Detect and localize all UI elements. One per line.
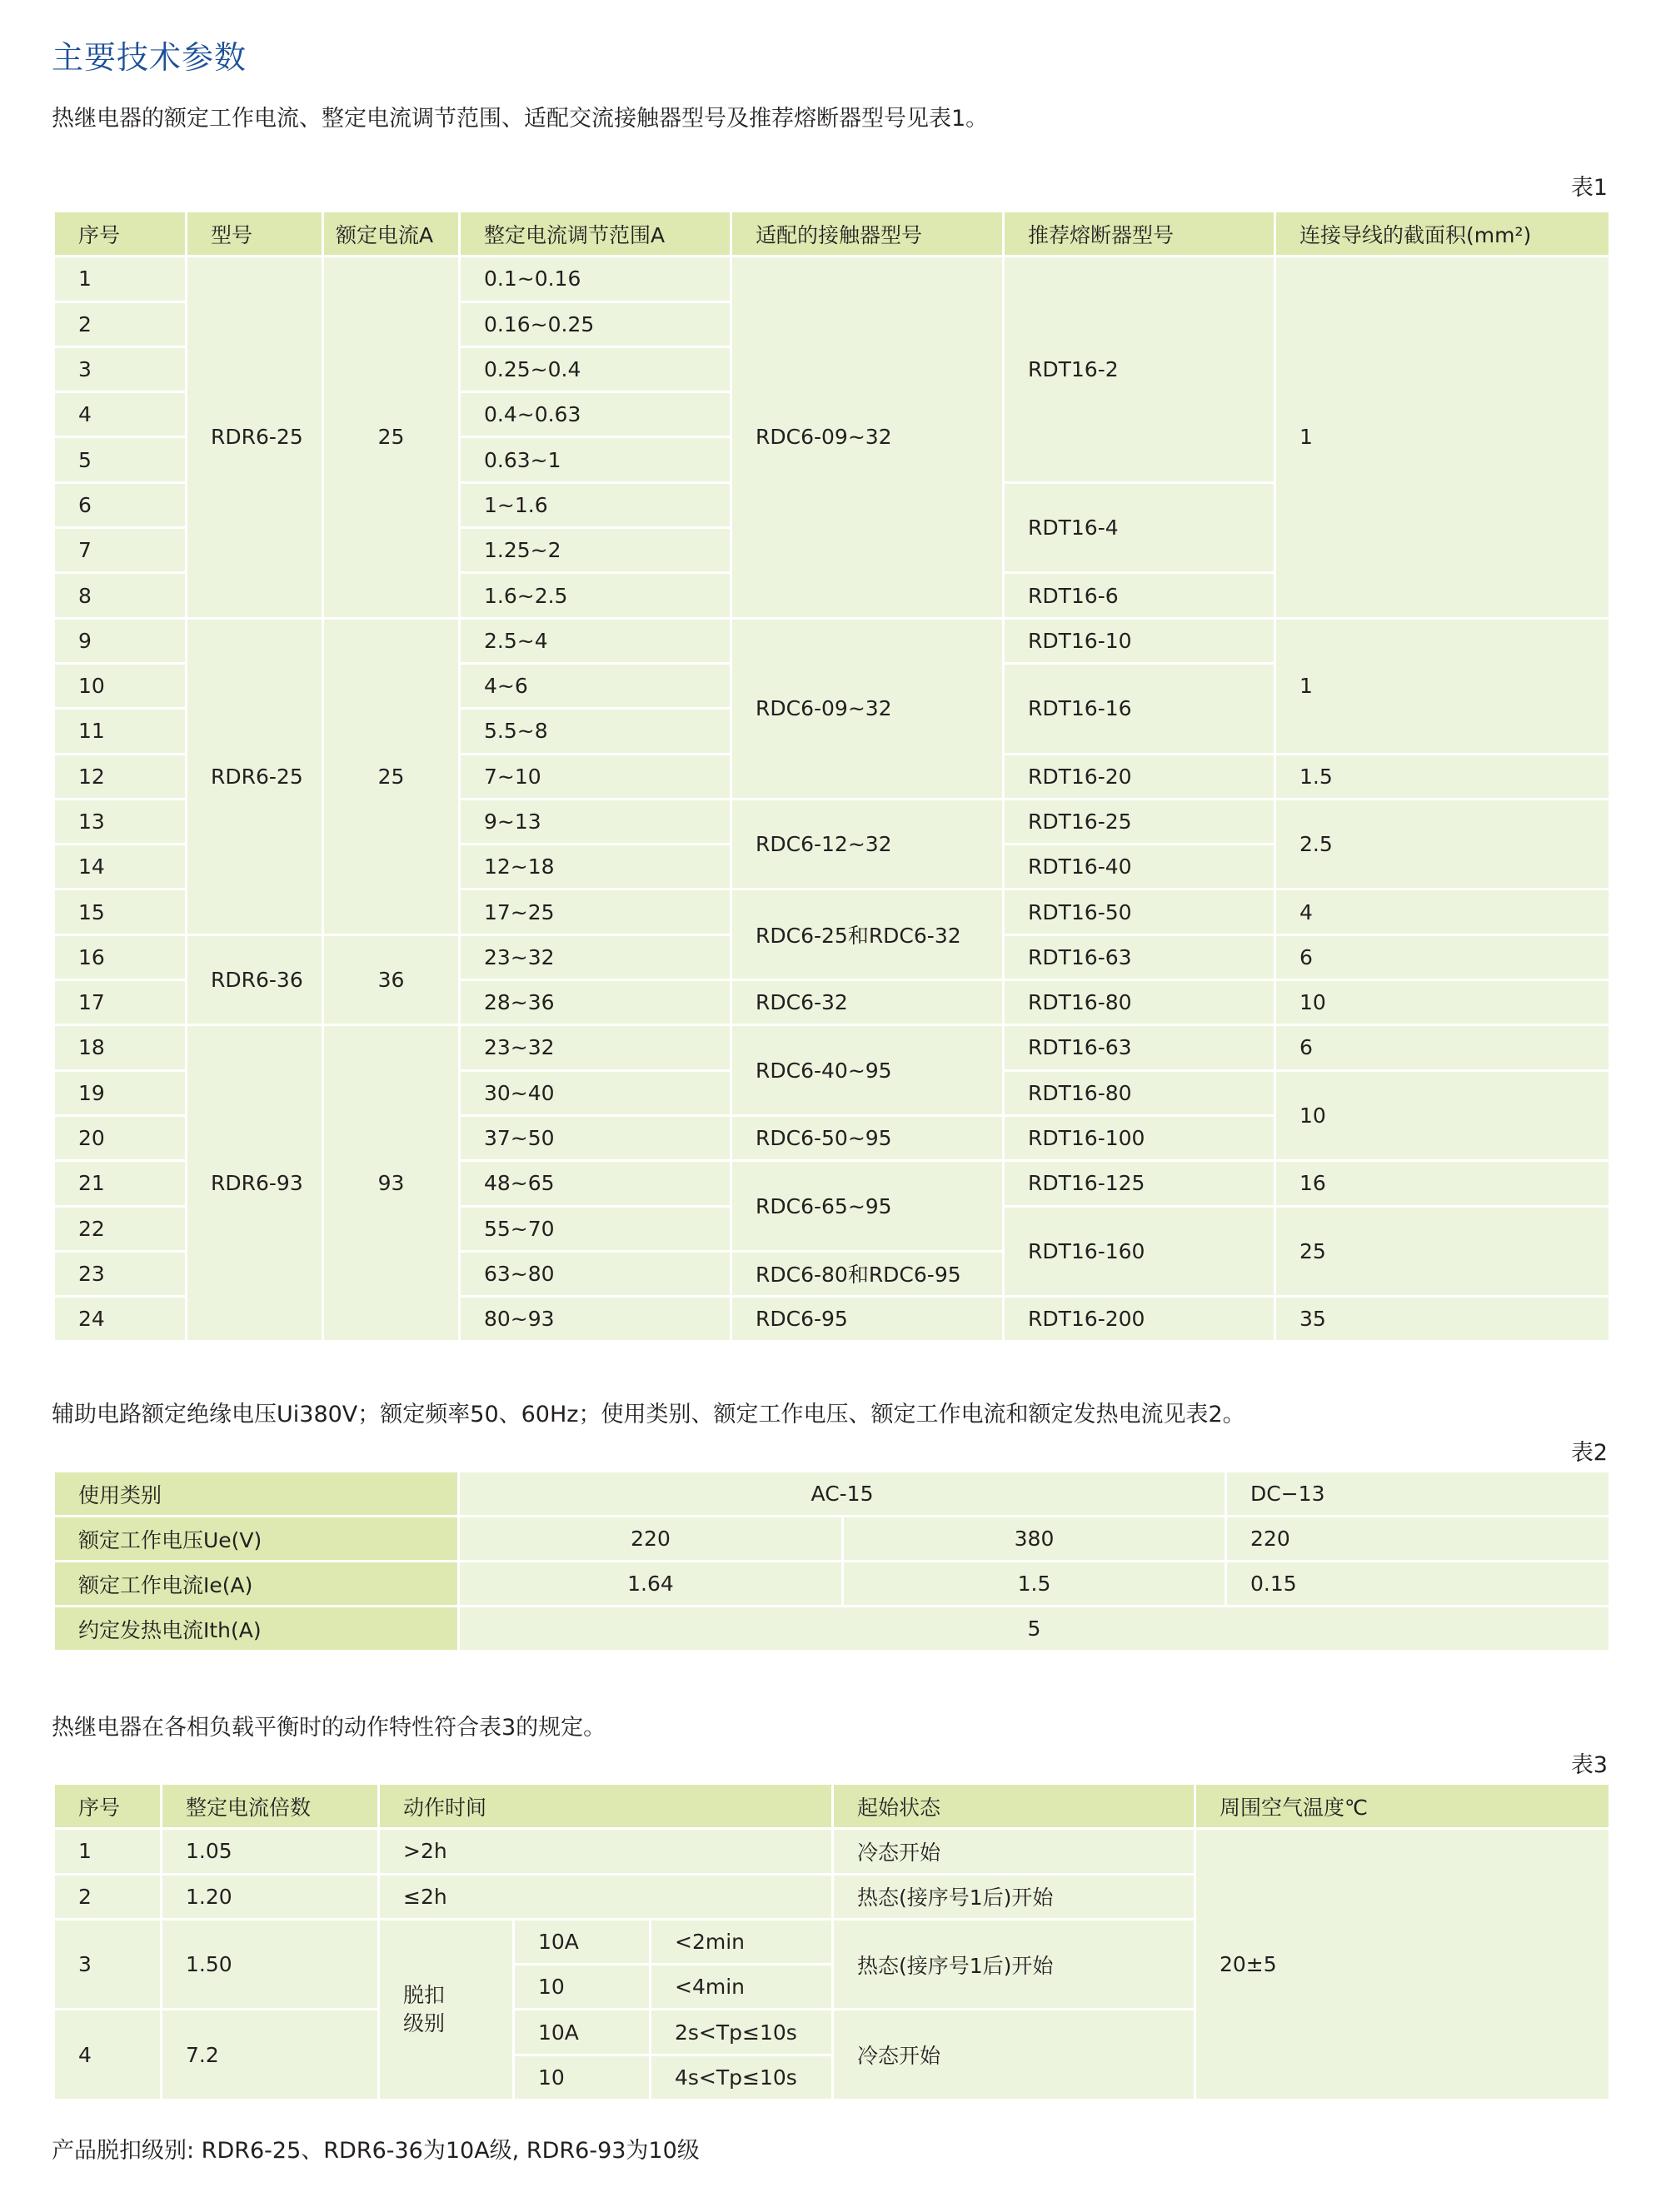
row-number: 14 — [54, 844, 187, 889]
table-row — [54, 618, 1610, 663]
value-cell: 1.5 — [843, 1562, 1226, 1607]
range-cell: 4~6 — [460, 663, 731, 708]
trip-class-cell: 10A — [514, 2010, 651, 2055]
row-label: 额定工作电流Ie(A) — [54, 1562, 459, 1607]
row-number: 5 — [54, 437, 187, 482]
row-number: 1 — [54, 257, 187, 301]
range-cell: 12~18 — [460, 844, 731, 889]
contactor-cell: RDC6-95 — [731, 1297, 1004, 1342]
row-number: 4 — [54, 2010, 162, 2100]
ac-category-cell: AC-15 — [459, 1472, 1226, 1517]
row-label: 额定工作电压Ue(V) — [54, 1517, 459, 1562]
value-cell: 220 — [1226, 1517, 1610, 1562]
header-cell: 连接导线的截面积(mm²) — [1275, 212, 1610, 257]
range-cell: 30~40 — [460, 1070, 731, 1115]
time-cell: ≤2h — [379, 1874, 833, 1919]
table3 — [52, 1782, 1611, 2101]
contactor-cell: RDC6-40~95 — [731, 1025, 1004, 1116]
trip-time-cell: <2min — [651, 1919, 833, 1964]
range-cell: 0.4~0.63 — [460, 392, 731, 437]
fuse-cell: RDT16-100 — [1004, 1115, 1275, 1160]
table2 — [52, 1470, 1611, 1652]
multiple-cell: 7.2 — [162, 2010, 379, 2100]
contactor-cell: RDC6-09~32 — [731, 618, 1004, 799]
multiple-cell: 1.05 — [162, 1829, 379, 1874]
row-number: 18 — [54, 1025, 187, 1070]
header-cell: 周围空气温度℃ — [1195, 1784, 1610, 1829]
value-cell: 5 — [459, 1607, 1610, 1652]
header-cell: 额定电流A — [323, 212, 460, 257]
range-cell: 0.25~0.4 — [460, 346, 731, 391]
range-cell: 80~93 — [460, 1297, 731, 1342]
trip-class-cell: 10 — [514, 2055, 651, 2100]
row-label: 使用类别 — [54, 1472, 459, 1517]
range-cell: 1.25~2 — [460, 528, 731, 573]
header-cell: 适配的接触器型号 — [731, 212, 1004, 257]
header-cell: 序号 — [54, 212, 187, 257]
value-cell: 220 — [459, 1517, 843, 1562]
header-cell: 序号 — [54, 1784, 162, 1829]
table3-label: 表3 — [1570, 1752, 1608, 1778]
wire-cell: 6 — [1275, 934, 1610, 979]
range-cell: 63~80 — [460, 1251, 731, 1296]
row-number: 17 — [54, 980, 187, 1025]
fuse-cell: RDT16-63 — [1004, 934, 1275, 979]
rated-current-cell: 93 — [323, 1025, 460, 1342]
fuse-cell: RDT16-80 — [1004, 1070, 1275, 1115]
fuse-cell: RDT16-80 — [1004, 980, 1275, 1025]
range-cell: 2.5~4 — [460, 618, 731, 663]
row-number: 1 — [54, 1829, 162, 1874]
table1-label: 表1 — [1570, 175, 1608, 201]
fuse-cell: RDT16-160 — [1004, 1206, 1275, 1297]
range-cell: 48~65 — [460, 1161, 731, 1206]
table2-label: 表2 — [1570, 1440, 1608, 1466]
value-cell: 0.15 — [1226, 1562, 1610, 1607]
fuse-cell: RDT16-20 — [1004, 754, 1275, 799]
contactor-cell: RDC6-65~95 — [731, 1161, 1004, 1252]
range-cell: 7~10 — [460, 754, 731, 799]
value-cell: 1.64 — [459, 1562, 843, 1607]
table-row — [54, 1517, 1610, 1562]
state-cell: 热态(接序号1后)开始 — [833, 1919, 1195, 2010]
temperature-cell: 20±5 — [1195, 1829, 1610, 2100]
fuse-cell: RDT16-40 — [1004, 844, 1275, 889]
header-cell: 整定电流调节范围A — [460, 212, 731, 257]
auxiliary-paragraph: 辅助电路额定绝缘电压Ui380V；额定频率50、60Hz；使用类别、额定工作电压、额定工作电流和额定发热电流见表2。 — [52, 1402, 1245, 1427]
wire-cell: 2.5 — [1275, 799, 1610, 889]
model-cell: RDR6-25 — [187, 257, 323, 618]
state-cell: 热态(接序号1后)开始 — [833, 1874, 1195, 1919]
row-number: 21 — [54, 1161, 187, 1206]
row-number: 10 — [54, 663, 187, 708]
range-cell: 17~25 — [460, 889, 731, 934]
range-cell: 37~50 — [460, 1115, 731, 1160]
multiple-cell: 1.20 — [162, 1874, 379, 1919]
value-cell: 380 — [843, 1517, 1226, 1562]
row-number: 13 — [54, 799, 187, 844]
range-cell: 0.1~0.16 — [460, 257, 731, 301]
model-cell: RDR6-93 — [187, 1025, 323, 1342]
header-cell: 推荐熔断器型号 — [1004, 212, 1275, 257]
dc-category-cell: DC−13 — [1226, 1472, 1610, 1517]
table-row — [54, 1025, 1610, 1070]
characteristics-paragraph: 热继电器在各相负载平衡时的动作特性符合表3的规定。 — [52, 1715, 606, 1741]
wire-cell: 35 — [1275, 1297, 1610, 1342]
row-number: 23 — [54, 1251, 187, 1296]
row-number: 4 — [54, 392, 187, 437]
footer-note: 产品脱扣级别: RDR6-25、RDR6-36为10A级, RDR6-93为10级 — [52, 2138, 700, 2164]
table-row — [54, 1562, 1610, 1607]
row-number: 24 — [54, 1297, 187, 1342]
model-cell: RDR6-25 — [187, 618, 323, 934]
trip-time-cell: <4min — [651, 1965, 833, 2010]
range-cell: 5.5~8 — [460, 709, 731, 754]
header-cell: 动作时间 — [379, 1784, 833, 1829]
table3-header — [54, 1784, 1610, 1829]
contactor-cell: RDC6-12~32 — [731, 799, 1004, 889]
table-row — [54, 1829, 1610, 1874]
rated-current-cell: 25 — [323, 257, 460, 618]
fuse-cell: RDT16-50 — [1004, 889, 1275, 934]
row-number: 22 — [54, 1206, 187, 1251]
range-cell: 9~13 — [460, 799, 731, 844]
wire-cell: 1.5 — [1275, 754, 1610, 799]
wire-cell: 4 — [1275, 889, 1610, 934]
intro-paragraph: 热继电器的额定工作电流、整定电流调节范围、适配交流接触器型号及推荐熔断器型号见表1。 — [52, 106, 989, 132]
row-number: 19 — [54, 1070, 187, 1115]
table1-header — [54, 212, 1610, 257]
contactor-cell: RDC6-32 — [731, 980, 1004, 1025]
header-cell: 起始状态 — [833, 1784, 1195, 1829]
fuse-cell: RDT16-2 — [1004, 257, 1275, 482]
fuse-cell: RDT16-10 — [1004, 618, 1275, 663]
range-cell: 0.16~0.25 — [460, 301, 731, 346]
row-number: 2 — [54, 301, 187, 346]
trip-time-cell: 4s<Tp≤10s — [651, 2055, 833, 2100]
range-cell: 1~1.6 — [460, 482, 731, 527]
range-cell: 28~36 — [460, 980, 731, 1025]
row-number: 16 — [54, 934, 187, 979]
table-row — [54, 257, 1610, 301]
header-cell: 型号 — [187, 212, 323, 257]
row-number: 15 — [54, 889, 187, 934]
rated-current-cell: 25 — [323, 618, 460, 934]
time-cell: >2h — [379, 1829, 833, 1874]
row-number: 8 — [54, 573, 187, 618]
range-cell: 23~32 — [460, 934, 731, 979]
header-cell: 整定电流倍数 — [162, 1784, 379, 1829]
range-cell: 55~70 — [460, 1206, 731, 1251]
contactor-cell: RDC6-09~32 — [731, 257, 1004, 618]
range-cell: 23~32 — [460, 1025, 731, 1070]
fuse-cell: RDT16-125 — [1004, 1161, 1275, 1206]
wire-cell: 10 — [1275, 1070, 1610, 1161]
range-cell: 0.63~1 — [460, 437, 731, 482]
row-label: 约定发热电流Ith(A) — [54, 1607, 459, 1652]
row-number: 3 — [54, 346, 187, 391]
trip-time-cell: 2s<Tp≤10s — [651, 2010, 833, 2055]
fuse-cell: RDT16-4 — [1004, 482, 1275, 573]
row-number: 9 — [54, 618, 187, 663]
wire-cell: 1 — [1275, 618, 1610, 754]
contactor-cell: RDC6-80和RDC6-95 — [731, 1251, 1004, 1296]
fuse-cell: RDT16-25 — [1004, 799, 1275, 844]
row-number: 12 — [54, 754, 187, 799]
wire-cell: 6 — [1275, 1025, 1610, 1070]
row-number: 3 — [54, 1919, 162, 2010]
table-row — [54, 1472, 1610, 1517]
fuse-cell: RDT16-63 — [1004, 1025, 1275, 1070]
trip-class-cell: 10 — [514, 1965, 651, 2010]
rated-current-cell: 36 — [323, 934, 460, 1025]
wire-cell: 1 — [1275, 257, 1610, 618]
fuse-cell: RDT16-200 — [1004, 1297, 1275, 1342]
state-cell: 冷态开始 — [833, 1829, 1195, 1874]
row-number: 11 — [54, 709, 187, 754]
trip-class-cell: 10A — [514, 1919, 651, 1964]
fuse-cell: RDT16-6 — [1004, 573, 1275, 618]
row-number: 2 — [54, 1874, 162, 1919]
range-cell: 1.6~2.5 — [460, 573, 731, 618]
fuse-cell: RDT16-16 — [1004, 663, 1275, 754]
contactor-cell: RDC6-25和RDC6-32 — [731, 889, 1004, 980]
model-cell: RDR6-36 — [187, 934, 323, 1025]
wire-cell: 10 — [1275, 980, 1610, 1025]
trip-class-label: 脱扣 级别 — [379, 1919, 514, 2100]
page-title: 主要技术参数 — [52, 39, 247, 76]
state-cell: 冷态开始 — [833, 2010, 1195, 2100]
row-number: 20 — [54, 1115, 187, 1160]
wire-cell: 25 — [1275, 1206, 1610, 1297]
row-number: 6 — [54, 482, 187, 527]
table1 — [52, 210, 1611, 1343]
multiple-cell: 1.50 — [162, 1919, 379, 2010]
table-row — [54, 1607, 1610, 1652]
row-number: 7 — [54, 528, 187, 573]
contactor-cell: RDC6-50~95 — [731, 1115, 1004, 1160]
wire-cell: 16 — [1275, 1161, 1610, 1206]
